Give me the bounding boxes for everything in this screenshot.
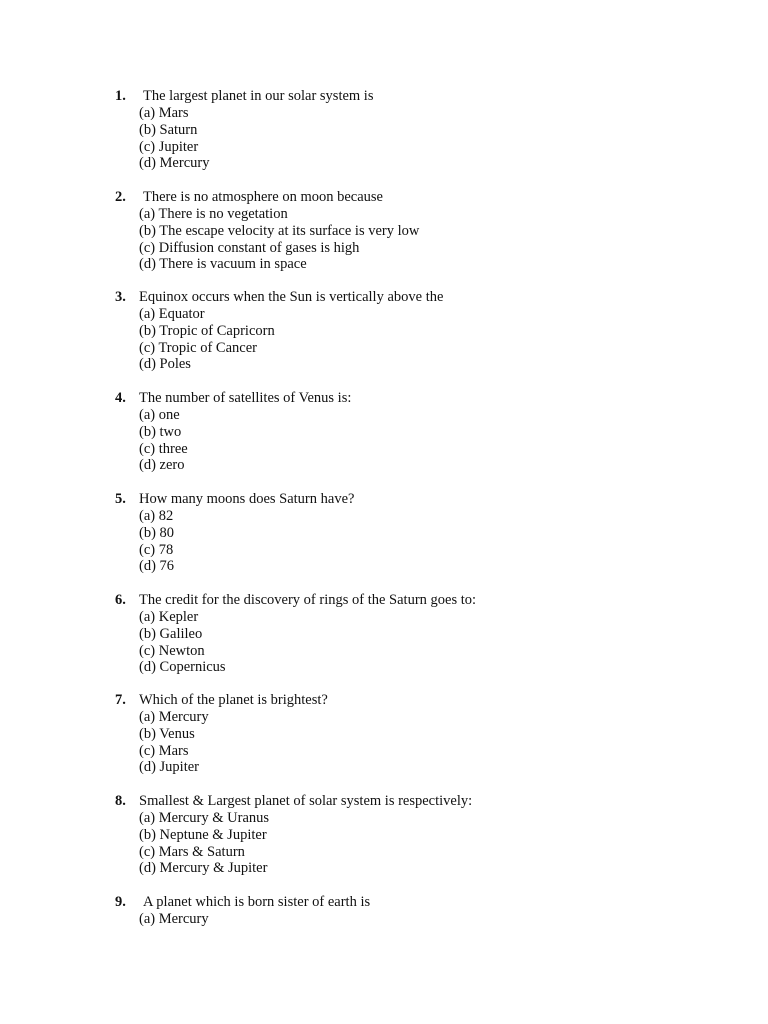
option-list (115, 911, 735, 928)
option: (c) Mars (139, 742, 189, 759)
option: (c) three (139, 440, 188, 457)
question-6 (115, 592, 735, 676)
question-4 (115, 390, 735, 474)
question-7 (115, 692, 735, 776)
option: (a) There is no vegetation (139, 206, 288, 222)
option: (d) Copernicus (139, 659, 226, 676)
option: (a) one (139, 407, 180, 423)
question-number: 6. (115, 592, 126, 608)
question-text: The number of satellites of Venus is: (139, 390, 352, 406)
option: (b) Tropic of Capricorn (139, 322, 275, 339)
question-number: 5. (115, 491, 126, 507)
question-number: 4. (115, 390, 126, 406)
option-list (115, 206, 735, 273)
question-text: The credit for the discovery of rings of the Saturn goes to: (139, 592, 477, 608)
option: (c) 78 (139, 541, 174, 558)
option: (a) Equator (139, 306, 205, 322)
option: (b) 80 (139, 524, 175, 541)
question-text: Smallest & Largest planet of solar system is respectively: (139, 793, 473, 809)
option-list (115, 609, 735, 676)
question-text: Equinox occurs when the Sun is vertically above the (139, 289, 444, 305)
question-number: 9. (115, 894, 126, 910)
option-list (115, 810, 735, 877)
option: (d) Mercury & Jupiter (139, 860, 268, 877)
option: (a) Kepler (139, 609, 199, 625)
option-list (115, 508, 735, 575)
option: (c) Mars & Saturn (139, 843, 245, 860)
option: (d) There is vacuum in space (139, 256, 307, 273)
option: (c) Diffusion constant of gases is high (139, 239, 360, 256)
question-text: There is no atmosphere on moon because (143, 189, 383, 205)
question-number: 1. (115, 88, 126, 104)
question-1 (115, 88, 735, 172)
question-3 (115, 289, 735, 373)
option: (b) Saturn (139, 121, 198, 138)
question-number: 7. (115, 692, 126, 708)
question-text: The largest planet in our solar system is (143, 88, 374, 104)
option: (d) Jupiter (139, 759, 199, 776)
question-number: 3. (115, 289, 126, 305)
question-text: How many moons does Saturn have? (139, 491, 355, 507)
option: (a) Mercury & Uranus (139, 810, 270, 826)
option: (a) Mars (139, 105, 189, 121)
question-5 (115, 491, 735, 575)
option: (c) Newton (139, 642, 205, 659)
option: (b) two (139, 423, 182, 440)
question-number: 8. (115, 793, 126, 809)
option: (b) The escape velocity at its surface is very low (139, 222, 420, 239)
option: (d) 76 (139, 558, 175, 575)
option-list (115, 407, 735, 474)
question-text: Which of the planet is brightest? (139, 692, 328, 708)
option: (d) Mercury (139, 155, 210, 172)
option: (c) Jupiter (139, 138, 199, 155)
option: (b) Venus (139, 725, 195, 742)
option-list (115, 306, 735, 373)
question-number: 2. (115, 189, 126, 205)
option: (d) Poles (139, 356, 191, 373)
option: (a) Mercury (139, 911, 209, 927)
option-list (115, 105, 735, 172)
option: (b) Neptune & Jupiter (139, 826, 267, 843)
option: (a) 82 (139, 508, 174, 524)
option-list (115, 709, 735, 776)
option: (d) zero (139, 457, 185, 474)
question-text: A planet which is born sister of earth is (143, 894, 371, 910)
option: (b) Galileo (139, 625, 203, 642)
question-8 (115, 793, 735, 877)
question-2 (115, 189, 735, 273)
question-9 (115, 894, 735, 928)
option: (a) Mercury (139, 709, 209, 725)
option: (c) Tropic of Cancer (139, 339, 257, 356)
